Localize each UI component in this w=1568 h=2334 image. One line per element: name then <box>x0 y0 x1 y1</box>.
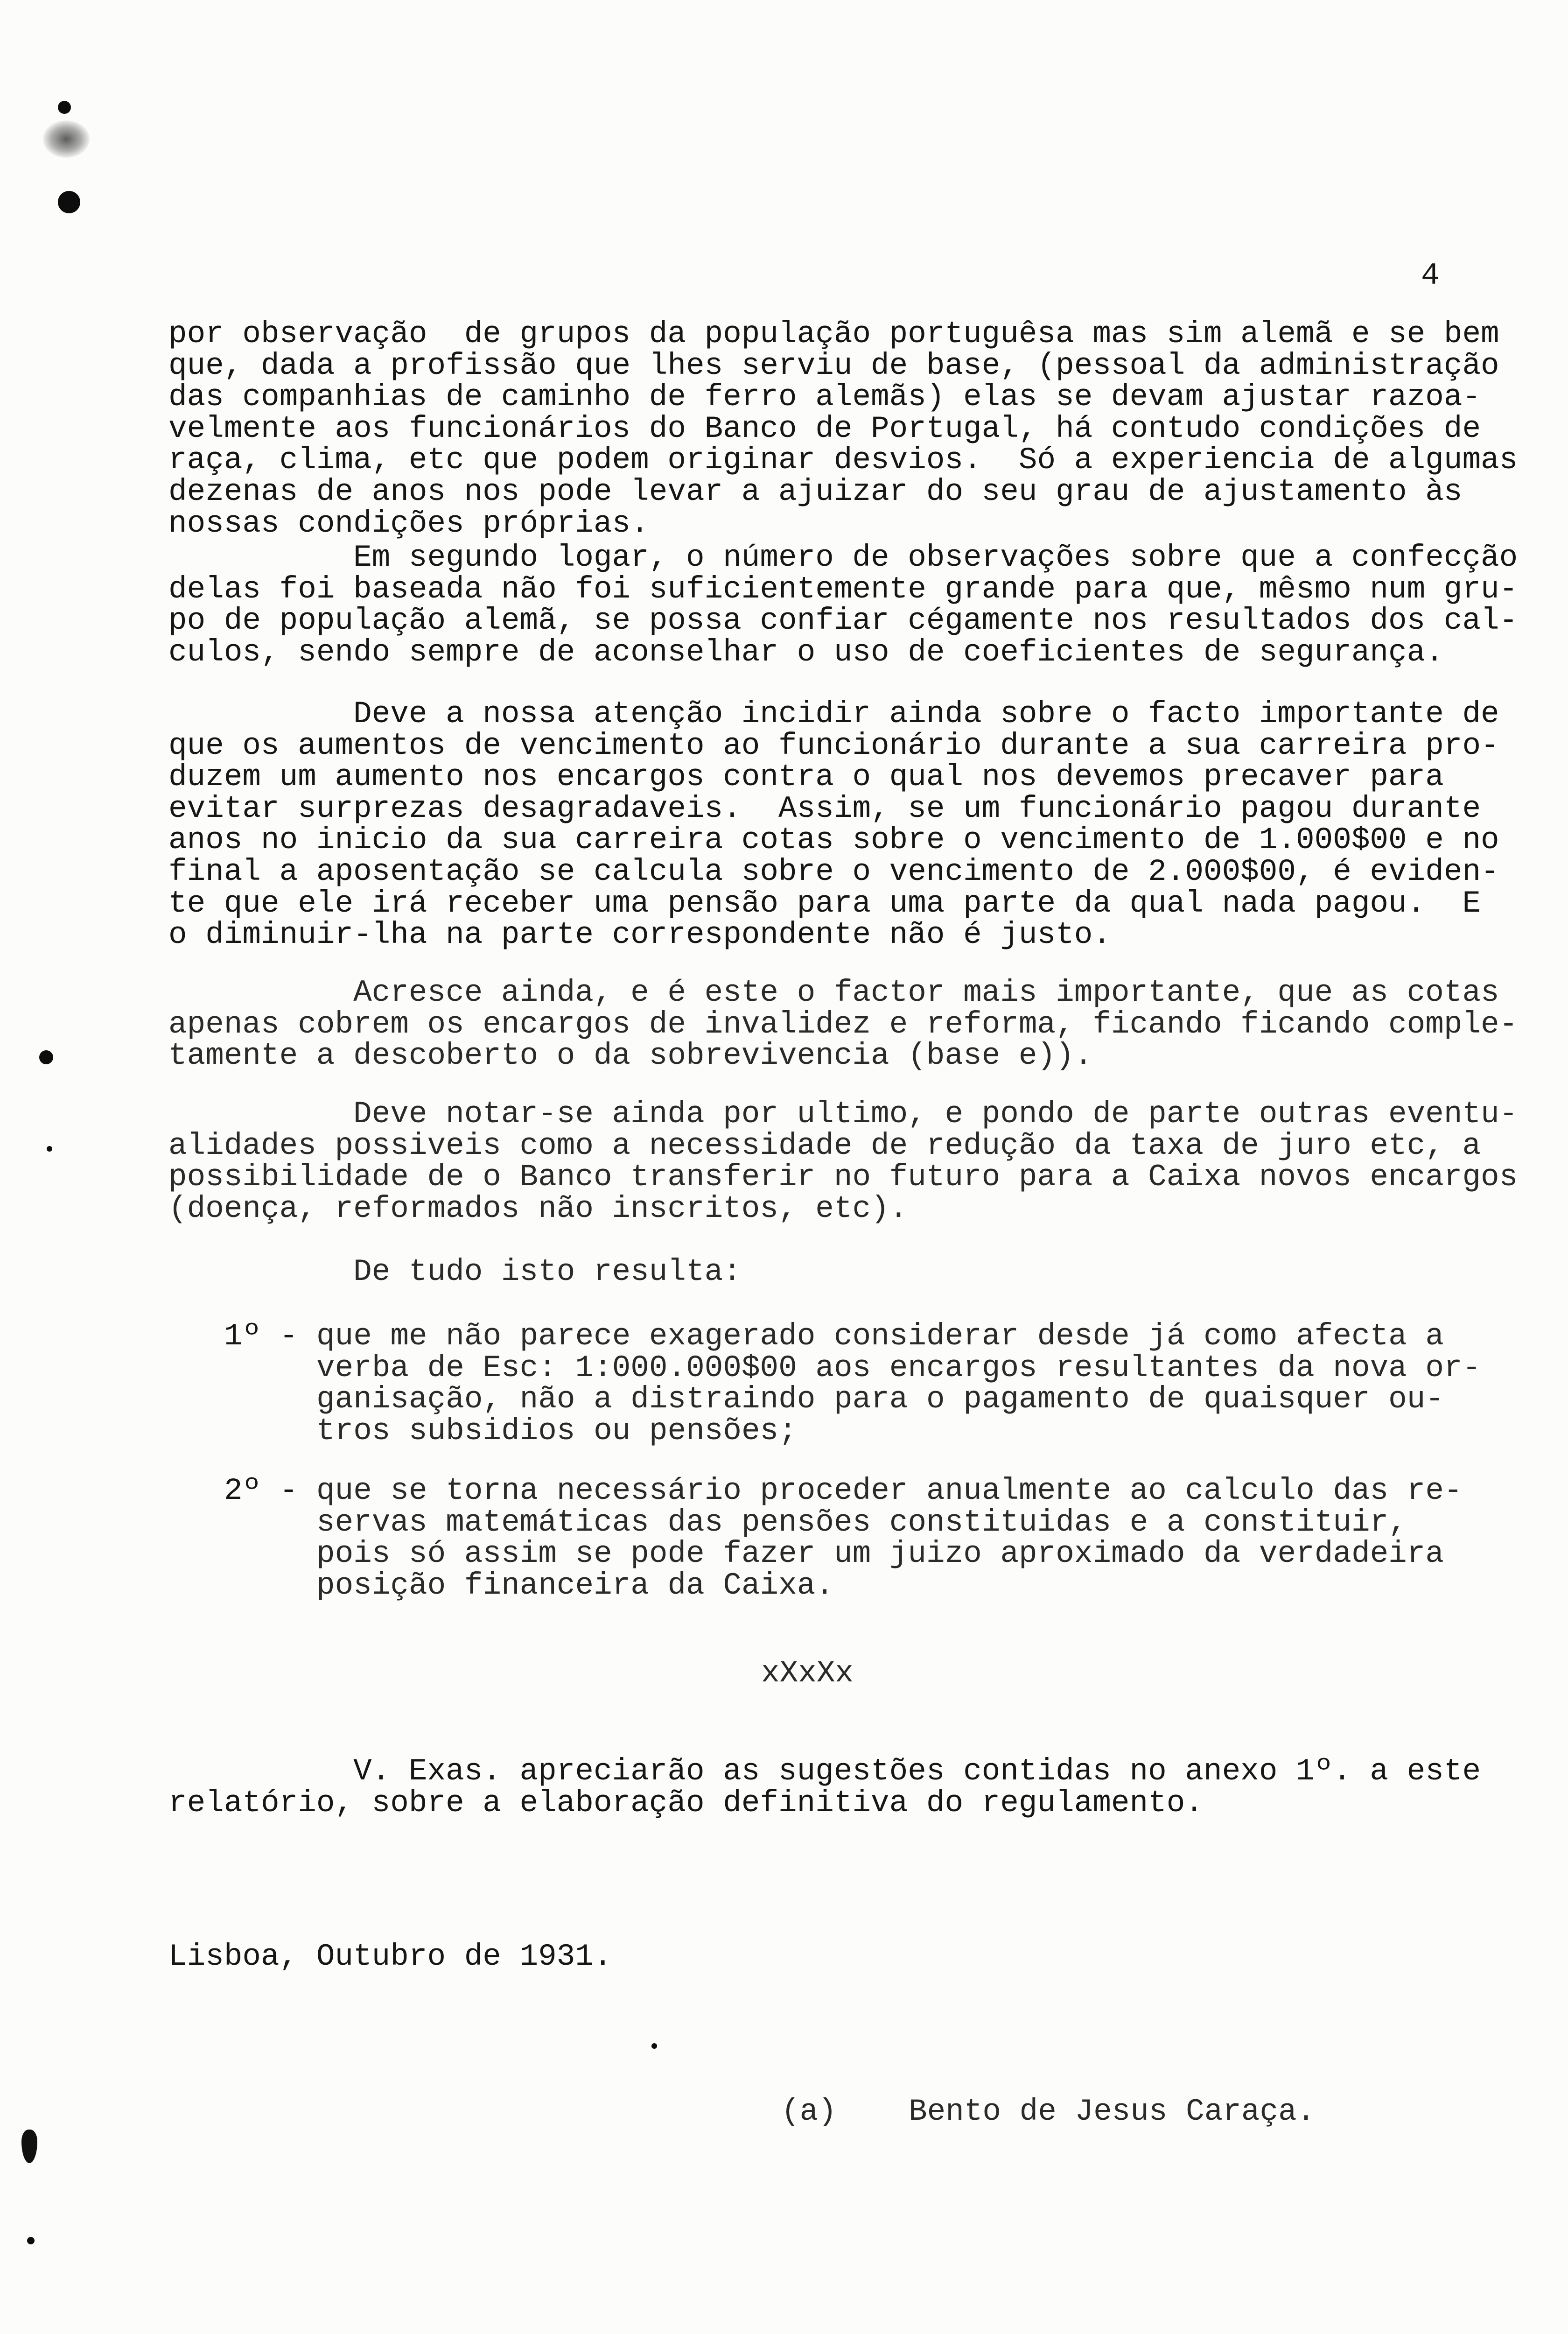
conclusion-intro: De tudo isto resulta: <box>353 1254 742 1289</box>
paragraph-2: Em segundo logar, o número de observações sobre que a confecção delas foi baseada não foi suficientemente grande para que, mêsmo num gru- po de população alemã, se possa confiar cégamente nos resultados dos cal- culos, sendo sempre de aconselhar o uso de coeficientes de segurança. <box>168 540 1518 670</box>
paragraph-5: Deve notar-se ainda por ultimo, e pondo de parte outras eventu- alidades possiveis como a necessidade de redução da taxa de juro etc, a possibilidade de o Banco transferir no futuro para a Caixa novos encargos (doença, reformados não inscritos, etc). <box>168 1097 1518 1226</box>
paragraph-3: Deve a nossa atenção incidir ainda sobre o facto importante de que os aumentos de vencimento ao funcionário durante a sua carreira pro- duzem um aumento nos encargos contra o qual nos devemos precaver para evitar surprezas desagradaveis. Assim, se um funcionário pagou durante anos no inicio da sua carreira cotas sobre o vencimento de 1.000$00 e no final a aposentação se calcula sobre o vencimento de 2.000$00, é eviden- te que ele irá receber uma pensão para uma parte da qual nada pagou. E o diminuir-lha na parte correspondente não é justo. <box>168 696 1499 953</box>
section-separator: xXxXx <box>761 1656 854 1691</box>
binder-hole-mark <box>43 120 90 158</box>
scan-speck <box>27 2237 35 2244</box>
binder-hole-mark <box>21 2130 37 2163</box>
scan-speck <box>47 1146 52 1152</box>
scan-speck <box>39 1050 53 1064</box>
list-item-label: 2º - <box>224 1473 298 1508</box>
list-item-text: que se torna necessário proceder anualmente ao calculo das re- servas matemáticas das pensões constituidas e a constituir, pois só assim se pode fazer um juizo aproximado da verdadeira posição financeira da Caixa. <box>316 1473 1463 1603</box>
dateline: Lisboa, Outubro de 1931. <box>168 1939 612 1974</box>
closing-paragraph: V. Exas. apreciarão as sugestões contidas no anexo 1º. a este relatório, sobre a elaboração definitiva do regulamento. <box>168 1754 1481 1821</box>
list-item-label: 1º - <box>224 1319 298 1354</box>
binder-hole-mark <box>58 101 71 114</box>
page-number: 4 <box>1421 258 1440 293</box>
signature-name: Bento de Jesus Caraça. <box>909 2094 1316 2129</box>
paragraph-4: Acresce ainda, e é este o factor mais importante, que as cotas apenas cobrem os encargos de invalidez e reforma, ficando ficando comple- tamente a descoberto o da sobrevivencia (base e)). <box>168 975 1518 1074</box>
paragraph-1: por observação de grupos da população portuguêsa mas sim alemã e se bem que, dada a profissão que lhes serviu de base, (pessoal da administração das companhias de caminho de ferro alemãs) elas se devam ajustar razoa- velmente aos funcionários do Banco de Portugal, há contudo condições de raça, clima, etc que podem originar desvios. Só a experiencia de algumas dezenas de anos nos pode levar a ajuizar do seu grau de ajustamento às nossas condições próprias. <box>168 316 1518 541</box>
binder-hole-mark <box>58 191 80 213</box>
list-item-text: que me não parece exagerado considerar desde já como afecta a verba de Esc: 1:000.000$00 aos encargos resultantes da nova or- ganisação, não a distraindo para o pagamento de quaisquer ou- tros subsidios ou pensões; <box>316 1319 1481 1448</box>
signature-marker: (a) <box>781 2094 837 2129</box>
scan-speck <box>651 2043 657 2049</box>
